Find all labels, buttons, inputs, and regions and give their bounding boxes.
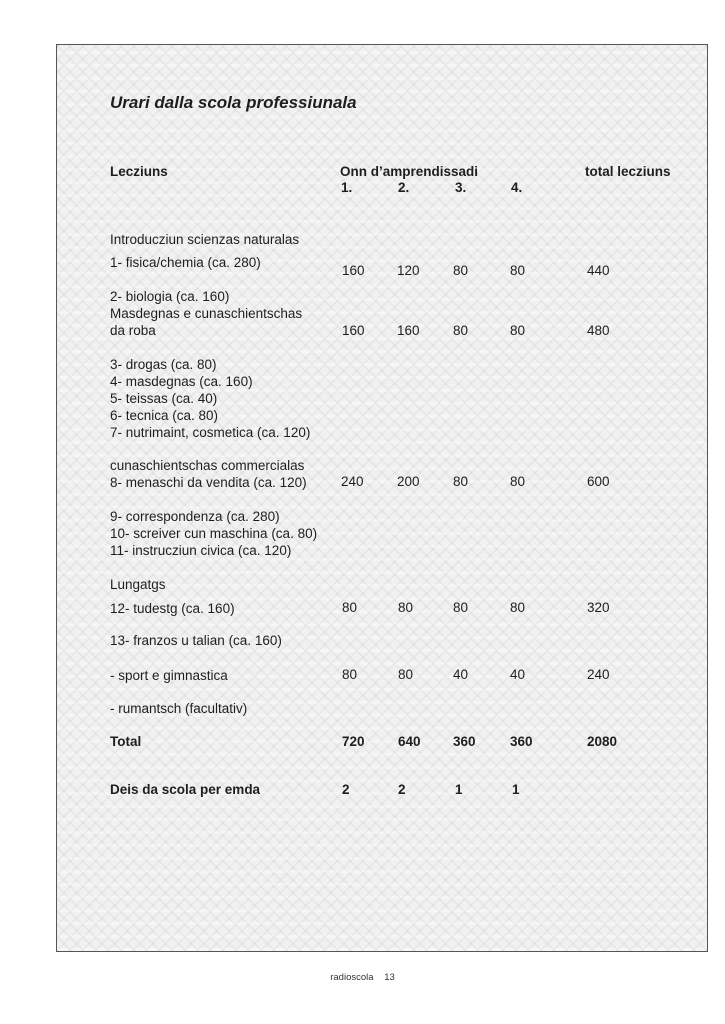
value-cell: 240 [341, 474, 364, 489]
total-value-cell: 720 [342, 734, 365, 749]
total-cell: 320 [587, 600, 610, 615]
year-2-header: 2. [398, 180, 410, 195]
year-3-header: 3. [455, 180, 467, 195]
total-value-cell: 360 [453, 734, 476, 749]
value-cell: 80 [453, 474, 469, 489]
subject-label: 5- teissas (ca. 40) [110, 391, 218, 406]
section-label: cunaschientschas commercialas [110, 458, 305, 473]
value-cell: 80 [342, 600, 358, 615]
value-cell: 80 [510, 263, 526, 278]
subject-label: 6- tecnica (ca. 80) [110, 408, 219, 423]
publication-name: radioscola [330, 972, 374, 983]
total-header: total lecziuns [585, 164, 671, 179]
subject-label: - sport e gimnastica [110, 668, 228, 683]
value-cell: 80 [453, 323, 469, 338]
year-4-header: 4. [511, 180, 523, 195]
value-cell: 80 [342, 667, 358, 682]
school-days-cell: 2 [398, 782, 406, 797]
total-cell: 440 [587, 263, 610, 278]
lessons-header: Lecziuns [110, 164, 168, 179]
value-cell: 160 [397, 323, 420, 338]
subject-label: 10- screiver cun maschina (ca. 80) [110, 526, 318, 541]
school-days-cell: 1 [455, 782, 463, 797]
years-header: Onn d’amprendissadi [340, 164, 479, 179]
subject-label: 3- drogas (ca. 80) [110, 357, 217, 372]
total-cell: 600 [587, 474, 610, 489]
section-label: Masdegnas e cunaschientschas [110, 306, 303, 321]
value-cell: 80 [453, 263, 469, 278]
total-value-cell: 360 [510, 734, 533, 749]
total-cell: 240 [587, 667, 610, 682]
section-label: da roba [110, 323, 156, 338]
subject-label: 13- franzos u talian (ca. 160) [110, 633, 282, 648]
page-title: Urari dalla scola professiunala [110, 93, 357, 112]
subject-label: - rumantsch (facultativ) [110, 701, 248, 716]
page-panel [56, 44, 708, 952]
total-value-cell: 640 [398, 734, 421, 749]
value-cell: 80 [510, 474, 526, 489]
total-cell: 480 [587, 323, 610, 338]
value-cell: 200 [397, 474, 420, 489]
section-label: Introducziun scienzas naturalas [110, 232, 300, 247]
value-cell: 80 [398, 600, 414, 615]
value-cell: 40 [453, 667, 469, 682]
subject-label: 11- instrucziun civica (ca. 120) [110, 543, 292, 558]
subject-label: 2- biologia (ca. 160) [110, 289, 230, 304]
value-cell: 80 [510, 323, 526, 338]
year-1-header: 1. [341, 180, 353, 195]
value-cell: 80 [510, 600, 526, 615]
subject-label: 1- fisica/chemia (ca. 280) [110, 255, 261, 270]
value-cell: 160 [342, 323, 365, 338]
section-label: Lungatgs [110, 577, 166, 592]
school-days-cell: 2 [342, 782, 350, 797]
value-cell: 80 [398, 667, 414, 682]
total-label: Total [110, 734, 142, 749]
school-days-label: Deis da scola per emda [110, 782, 261, 797]
subject-label: 8- menaschi da vendita (ca. 120) [110, 475, 307, 490]
page-footer [0, 972, 725, 983]
value-cell: 160 [342, 263, 365, 278]
value-cell: 120 [397, 263, 420, 278]
grand-total-cell: 2080 [587, 734, 618, 749]
subject-label: 4- masdegnas (ca. 160) [110, 374, 253, 389]
subject-label: 12- tudestg (ca. 160) [110, 601, 235, 616]
value-cell: 80 [453, 600, 469, 615]
page-number: 13 [384, 972, 395, 983]
value-cell: 40 [510, 667, 526, 682]
subject-label: 7- nutrimaint, cosmetica (ca. 120) [110, 425, 311, 440]
school-days-cell: 1 [512, 782, 520, 797]
subject-label: 9- correspondenza (ca. 280) [110, 509, 280, 524]
